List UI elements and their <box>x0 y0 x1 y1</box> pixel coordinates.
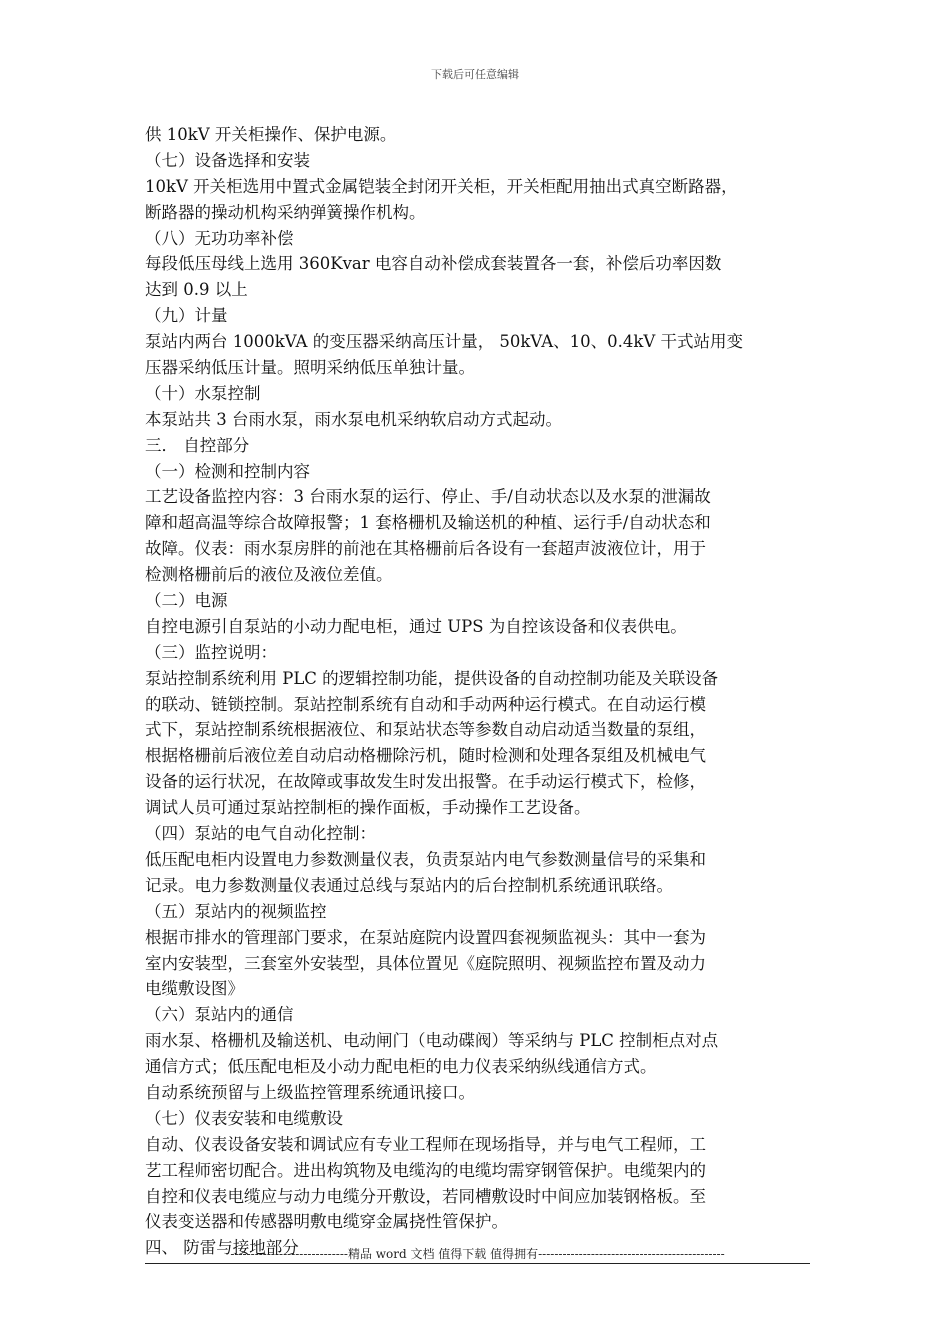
text-line: 压器采纳低压计量。照明采纳低压单独计量。 <box>145 358 475 378</box>
text-line: 工艺设备监控内容：3 台雨水泵的运行、停止、手/自动状态以及水泵的泄漏故 <box>145 487 711 507</box>
section-heading: （二）电源 <box>145 591 228 611</box>
text-line: 调试人员可通过泵站控制柜的操作面板，手动操作工艺设备。 <box>145 798 591 818</box>
text-line: 室内安装型，三套室外安装型，具体位置见《庭院照明、视频监控布置及动力 <box>145 953 706 973</box>
text-line: 达到 0.9 以上 <box>145 280 248 300</box>
text-line: 通信方式；低压配电柜及小动力配电柜的电力仪表采纳纵线通信方式。 <box>145 1057 657 1077</box>
section-heading: （三）监控说明： <box>145 642 277 662</box>
text-line: 本泵站共 3 台雨水泵，雨水泵电机采纳软启动方式起动。 <box>145 409 562 429</box>
text-line: 自动、仪表设备安装和调试应有专业工程师在现场指导，并与电气工程师，工 <box>145 1134 706 1154</box>
text-line: 供 10kV 开关柜操作、保护电源。 <box>145 125 397 144</box>
section-heading: （五）泵站内的视频监控 <box>145 901 327 921</box>
text-line: 每段低压母线上选用 360Kvar 电容自动补偿成套装置各一套，补偿后功率因数 <box>145 254 722 274</box>
section-heading: （六）泵站内的通信 <box>145 1005 294 1025</box>
text-line: 自控和仪表电缆应与动力电缆分开敷设，若同槽敷设时中间应加装钢格板。至 <box>145 1186 706 1206</box>
chapter-heading: 三． 自控部分 <box>145 435 250 455</box>
section-heading: （七）设备选择和安装 <box>145 150 310 170</box>
text-line: 断路器的操动机构采纳弹簧操作机构。 <box>145 202 426 222</box>
document-body <box>145 122 810 1261</box>
chapter-heading: 四、 防雷与接地部分 <box>145 1238 299 1258</box>
section-heading: （九）计量 <box>145 306 228 326</box>
footer-rule <box>145 1263 810 1264</box>
text-line: 记录。电力参数测量仪表通过总线与泵站内的后台控制机系统通讯联络。 <box>145 875 673 895</box>
section-heading: （八）无功功率补偿 <box>145 228 294 248</box>
section-heading: （四）泵站的电气自动化控制： <box>145 824 376 844</box>
text-line: 10kV 开关柜选用中置式金属铠装全封闭开关柜，开关柜配用抽出式真空断路器， <box>145 176 738 196</box>
text-line: 雨水泵、格栅机及输送机、电动闸门（电动碟阀）等采纳与 PLC 控制柜点对点 <box>145 1031 719 1051</box>
text-line: 检测格栅前后的液位及液位差值。 <box>145 565 393 585</box>
section-heading: （七）仪表安装和电缆敷设 <box>145 1108 343 1128</box>
text-line: 故障。仪表：雨水泵房胖的前池在其格栅前后各设有一套超声波液位计，用于 <box>145 539 706 559</box>
text-line: 根据市排水的管理部门要求，在泵站庭院内设置四套视频监视头：其中一套为 <box>145 927 706 947</box>
section-heading: （十）水泵控制 <box>145 383 261 403</box>
page-header: 下载后可任意编辑 <box>431 68 519 81</box>
text-line: 自动系统预留与上级监控管理系统通讯接口。 <box>145 1082 475 1102</box>
text-line: 障和超高温等综合故障报警；1 套格栅机及输送机的种植、运行手/自动状态和 <box>145 513 711 533</box>
text-line: 泵站控制系统利用 PLC 的逻辑控制功能，提供设备的自动控制功能及关联设备 <box>145 668 719 688</box>
text-line: 式下，泵站控制系统根据液位、和泵站状态等参数自动启动适当数量的泵组， <box>145 720 706 740</box>
section-heading: （一）检测和控制内容 <box>145 461 310 481</box>
text-line: 自控电源引自泵站的小动力配电柜，通过 UPS 为自控该设备和仪表供电。 <box>145 616 687 636</box>
text-line: 艺工程师密切配合。进出构筑物及电缆沟的电缆均需穿钢管保护。电缆架内的 <box>145 1160 706 1180</box>
text-line: 仪表变送器和传感器明敷电缆穿金属挠性管保护。 <box>145 1212 508 1232</box>
text-line: 设备的运行状况，在故障或事故发生时发出报警。在手动运行模式下，检修， <box>145 772 706 792</box>
text-line: 的联动、链锁控制。泵站控制系统有自动和手动两种运行模式。在自动运行模 <box>145 694 706 714</box>
text-line: 低压配电柜内设置电力参数测量仪表，负责泵站内电气参数测量信号的采集和 <box>145 849 706 869</box>
text-line: 电缆敷设图》 <box>145 979 244 999</box>
text-line: 泵站内两台 1000kVA 的变压器采纳高压计量， 50kVA、10、0.4kV 干式站用变 <box>145 332 744 352</box>
page-footer: -----------------------------精品 word 文档 值得下载 值得拥有---------------------------------------------- <box>230 1247 725 1261</box>
text-line: 根据格栅前后液位差自动启动格栅除污机，随时检测和处理各泵组及机械电气 <box>145 746 706 766</box>
